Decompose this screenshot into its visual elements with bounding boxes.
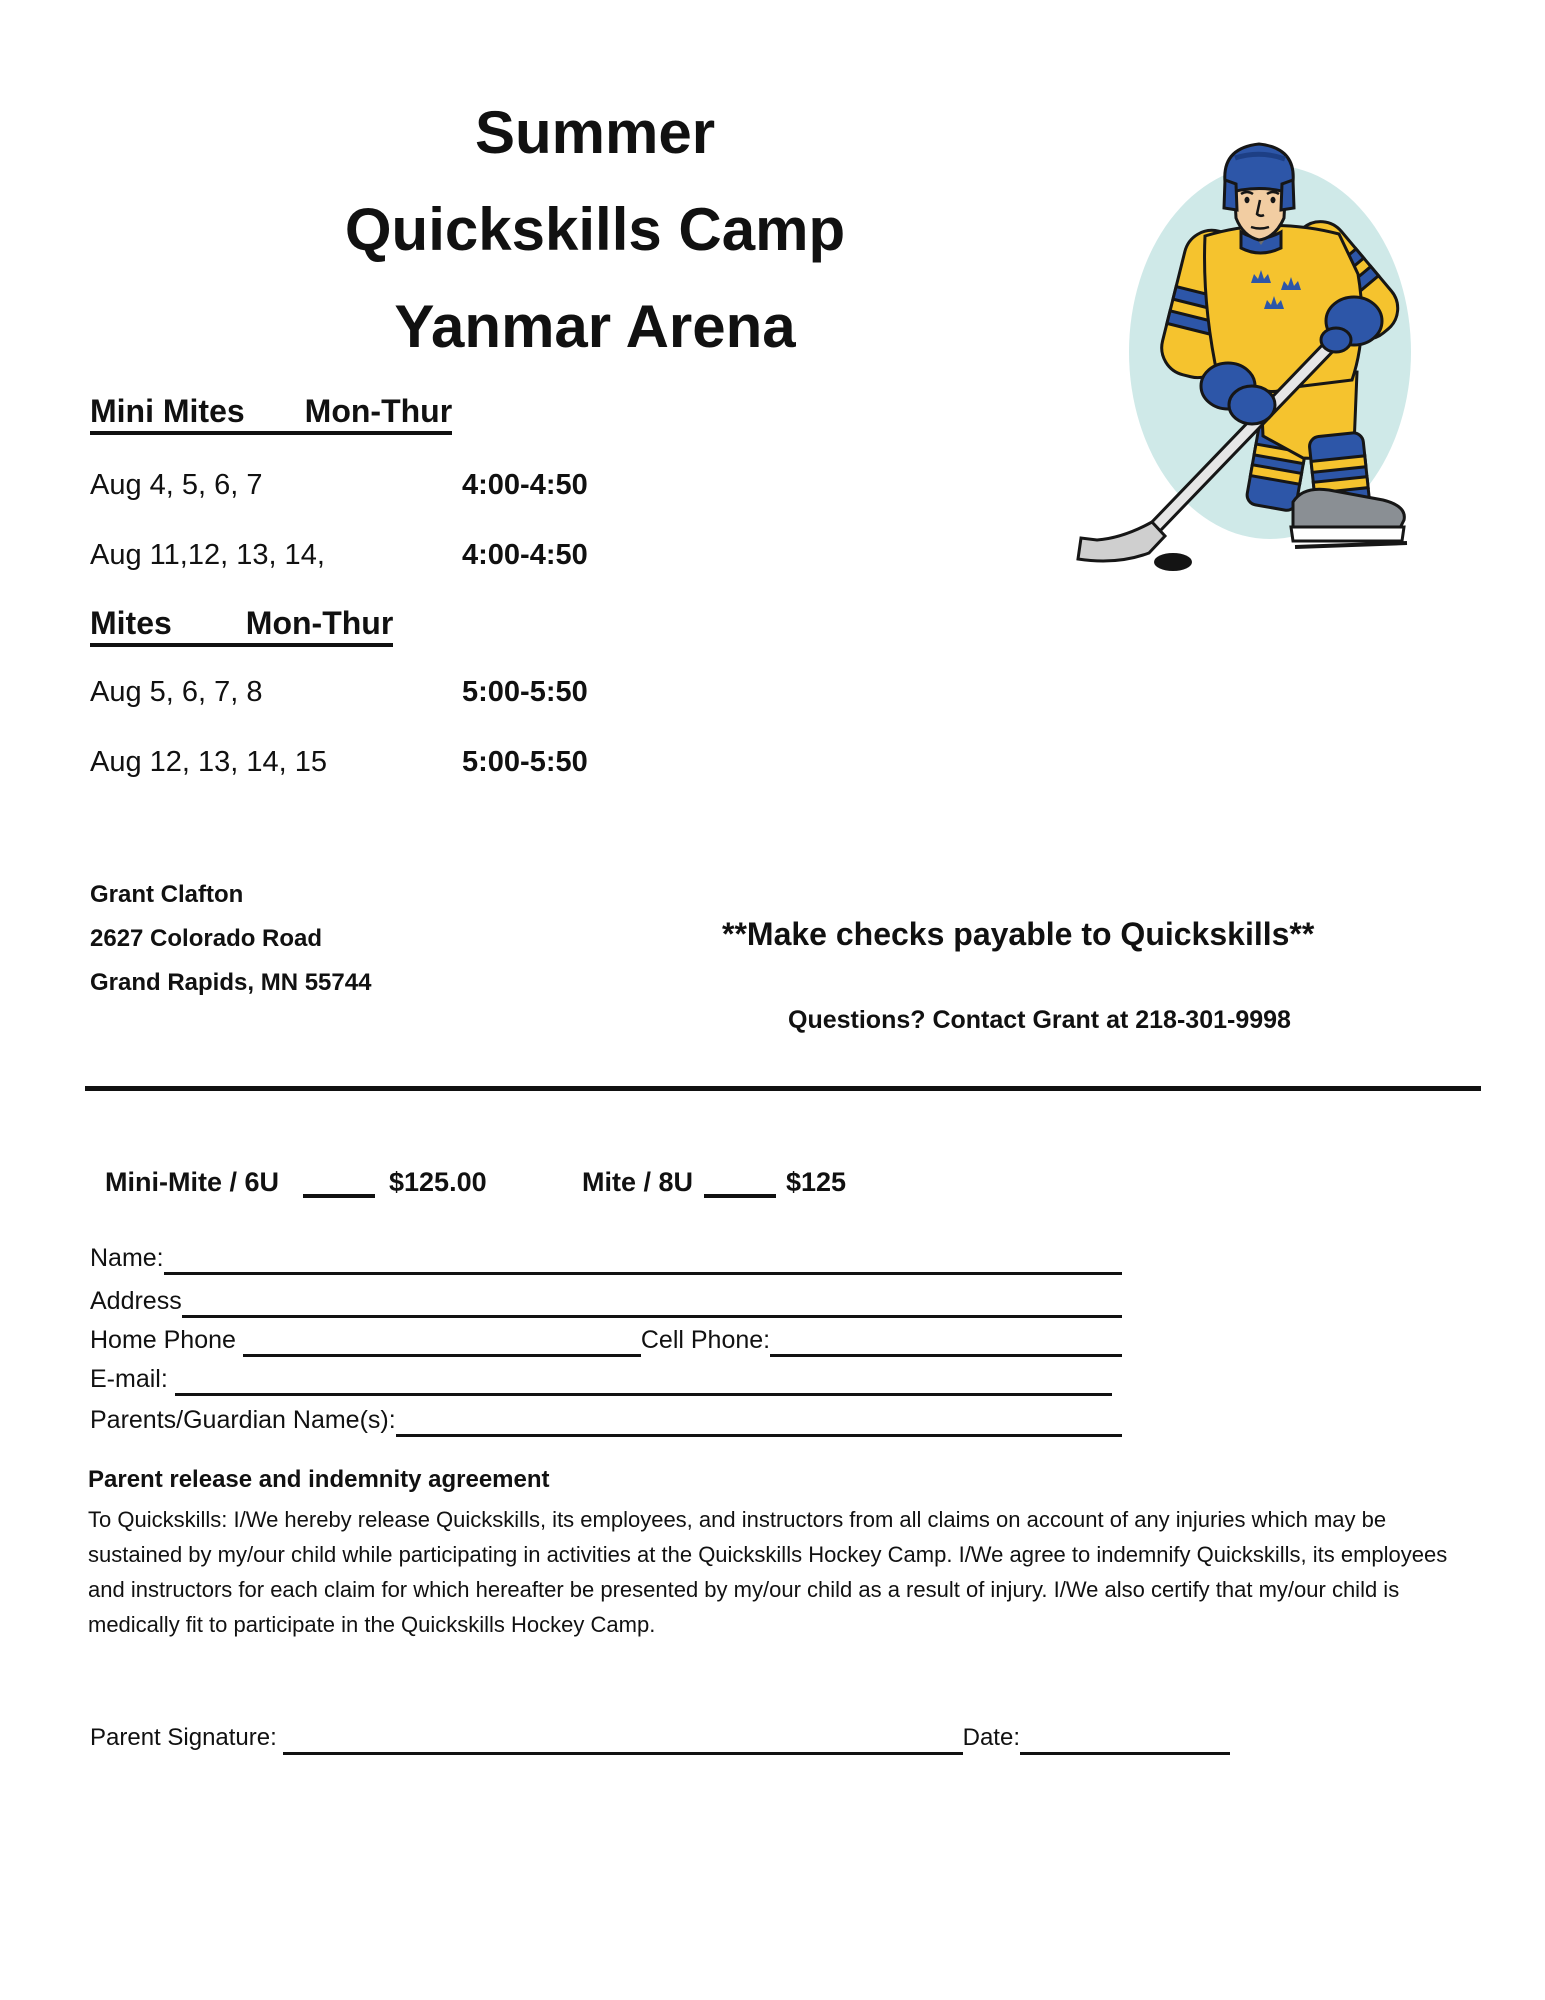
name-blank-line [164, 1241, 1122, 1275]
heading-gap [172, 633, 246, 634]
email-label: E-mail: [90, 1365, 175, 1393]
form-row-email [90, 1362, 1112, 1396]
pricing-option1-price: $125.00 [389, 1167, 487, 1197]
cell-phone-label: Cell Phone: [640, 1326, 771, 1354]
schedule-section-heading-mini-mites [90, 392, 452, 435]
email-blank-line [175, 1362, 1112, 1396]
home-phone-blank-line [243, 1323, 641, 1357]
pricing-option1-label: Mini-Mite / 6U [105, 1167, 279, 1197]
schedule-dates: Aug 11,12, 13, 14, [90, 539, 325, 571]
pricing-row [0, 1164, 1545, 1204]
parent-signature-blank-line [283, 1721, 962, 1755]
schedule-time: 5:00-5:50 [462, 746, 588, 778]
schedule-time: 4:00-4:50 [462, 469, 588, 501]
section-days: Mon-Thur [304, 393, 453, 429]
questions-contact-note: Questions? Contact Grant at 218-301-9998 [788, 1006, 1291, 1034]
schedule-dates: Aug 5, 6, 7, 8 [90, 676, 263, 708]
heading-gap [245, 421, 305, 422]
section-name: Mites [90, 605, 172, 641]
checks-payable-note: **Make checks payable to Quickskills** [722, 916, 1315, 952]
title-line-1: Summer [474, 99, 716, 166]
form-row-name [90, 1241, 1122, 1275]
pricing-option2-label: Mite / 8U [582, 1167, 694, 1197]
section-divider [85, 1086, 1481, 1091]
parents-guardian-blank-line [396, 1403, 1122, 1437]
release-heading: Parent release and indemnity agreement [88, 1466, 550, 1493]
contact-street: 2627 Colorado Road [90, 925, 323, 952]
contact-city-state-zip: Grand Rapids, MN 55744 [90, 969, 372, 996]
address-label: Address [90, 1287, 182, 1315]
page-title [0, 84, 1190, 375]
contact-name: Grant Clafton [90, 881, 244, 908]
title-line-3: Yanmar Arena [394, 293, 796, 360]
form-row-phones [90, 1323, 1122, 1357]
pricing-option1-blank-line [303, 1164, 375, 1198]
schedule-time: 5:00-5:50 [462, 676, 588, 708]
title-line-2: Quickskills Camp [344, 196, 846, 263]
date-label: Date: [962, 1724, 1020, 1751]
form-row-parents [90, 1403, 1122, 1437]
name-label: Name: [90, 1244, 164, 1272]
date-blank-line [1020, 1721, 1230, 1755]
cell-phone-blank-line [770, 1323, 1122, 1357]
schedule-time: 4:00-4:50 [462, 539, 588, 571]
release-body: To Quickskills: I/We hereby release Quickskills, its employees, and instructors from all claims on account of any injuries which may be sustained by my/our child while participating in activities at the Quickskills Hockey Camp. I/We agree to indemnify Quickskills, its employees and instructors for each claim for which hereafter be presented by my/our child as a result of injury. I/We also certify that my/our child is medically fit to participate in the Quickskills Hockey Camp. [88, 1507, 1448, 1637]
contact-block [90, 873, 371, 1005]
pricing-option2-blank-line [704, 1164, 776, 1198]
signature-row [90, 1721, 1230, 1755]
parents-guardian-label: Parents/Guardian Name(s): [90, 1406, 396, 1434]
form-row-address [90, 1284, 1122, 1318]
pricing-option2-price: $125 [786, 1167, 847, 1197]
home-phone-label: Home Phone [90, 1326, 243, 1354]
schedule-section-heading-mites [90, 604, 393, 647]
schedule-dates: Aug 12, 13, 14, 15 [90, 746, 328, 778]
hockey-player-clipart [1055, 128, 1420, 583]
section-name: Mini Mites [90, 393, 245, 429]
schedule-dates: Aug 4, 5, 6, 7 [90, 469, 263, 501]
section-days: Mon-Thur [245, 605, 394, 641]
parent-signature-label: Parent Signature: [90, 1724, 284, 1751]
address-blank-line [182, 1284, 1122, 1318]
